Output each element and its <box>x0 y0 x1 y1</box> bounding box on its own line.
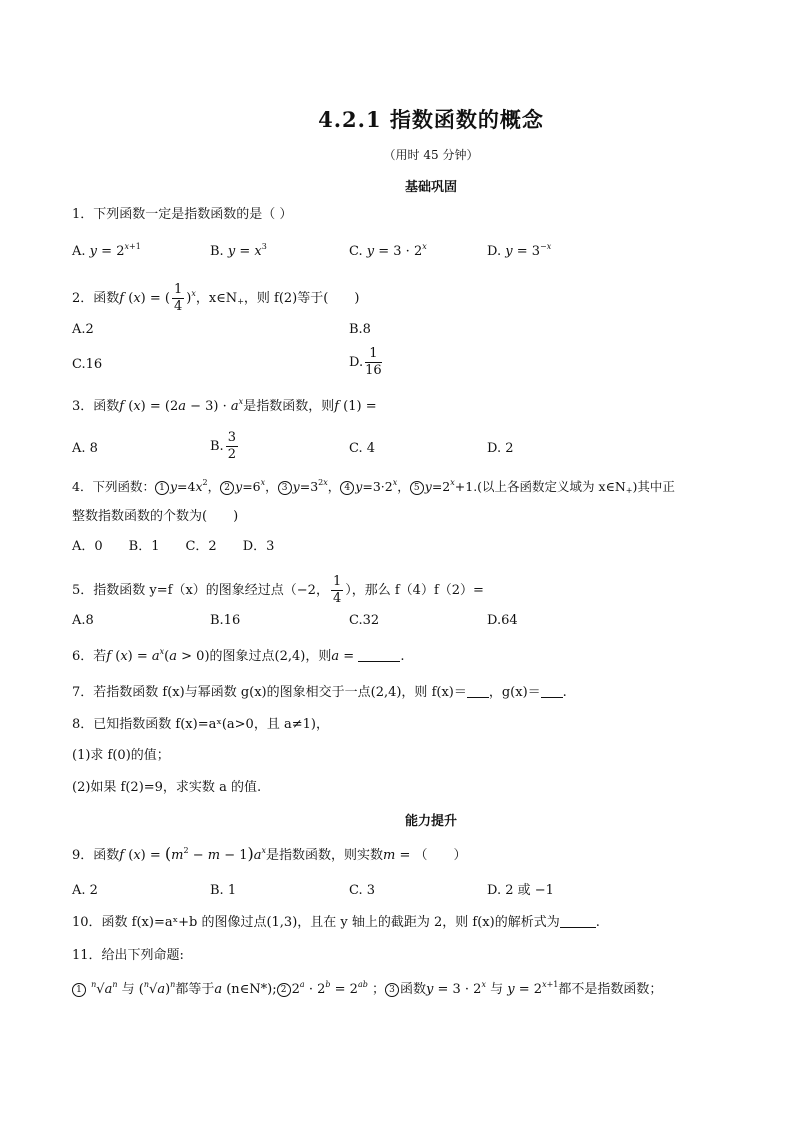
question-2-option-d: D. $\frac{1}{16}$ <box>349 346 382 378</box>
section-heading-basic: 基础巩固 <box>404 180 457 195</box>
question-5-option-a: A.8 <box>72 613 94 628</box>
question-3-stem: 3．函数f $(x) = (2a - 3) \cdot a^x$是指数函数，则f (1) = <box>72 397 377 414</box>
question-2-option-a: A.2 <box>72 322 94 337</box>
question-1-option-d: D. $y = 3^{-x}$ <box>487 242 552 259</box>
question-11-items: 1 $^n√a^n$ 与 $(^n√a)^n$都等于a (n∈N*); 2 $2^a \cdot 2^b = 2^{ab}$ ； 3 函数$y = 3 \cdot 2^x$ 与 $y = 2^{x+1}$都不是指数函数； <box>72 981 662 999</box>
question-5-option-b: B.16 <box>210 613 241 628</box>
question-11-stem: 11．给出下列命题: <box>72 948 184 963</box>
question-10-stem: 10．函数 f(x)=aˣ+b 的图像过点(1,3)，且在 y 轴上的截距为 2，则 f(x)的解析式为 . <box>72 915 600 930</box>
question-6-stem: 6．若f $(x) = a^x(a > 0)$的图象过点(2,4)，则a = . <box>72 647 405 664</box>
question-1-option-c: C. $y = 3 \cdot 2^x$ <box>349 242 427 259</box>
question-9-option-a: A. 2 <box>72 883 98 898</box>
question-2-option-b: B.8 <box>349 322 371 337</box>
question-2-option-c: C.16 <box>72 357 103 372</box>
question-8-part-2: (2)如果 f(2)=9，求实数 a 的值. <box>72 780 262 795</box>
answer-blank-fx[interactable] <box>467 697 489 698</box>
question-3-option-d: D. 2 <box>487 441 514 456</box>
question-5-option-c: C.32 <box>349 613 380 628</box>
page-subtitle: （用时 45 分钟） <box>383 148 479 162</box>
question-9-option-c: C. 3 <box>349 883 376 898</box>
question-9-option-b: B. 1 <box>210 883 237 898</box>
question-5-option-d: D.64 <box>487 613 518 628</box>
question-8-stem: 8．已知指数函数 f(x)=aˣ(a>0，且 a≠1)， <box>72 717 329 732</box>
question-9-option-d: D. 2 或 −1 <box>487 883 554 898</box>
question-4-stem-line1: 4．下列函数： 1 $y=4x^2$， 2 $y=6^x$， 3 $y=3^{2x}$， 4 $y=3\cdot 2^x$， 5 $y=2^x+1$.(以上各函数定义域为 $x\in N_+$)其中正 <box>72 478 675 495</box>
question-5-stem: 5．指数函数 y=f（x）的图象经过点（−2， $\frac{1}{4}$ ），那么 f（4）f（2）= <box>72 574 484 606</box>
page-title: 4.2.1 指数函数的概念 <box>318 107 544 132</box>
question-7-stem: 7．若指数函数 f(x)与幂函数 g(x)的图象相交于一点(2,4)，则 f(x)＝ ，g(x)＝ . <box>72 685 567 700</box>
question-4-stem-line2: 整数指数函数的个数为( ) <box>72 509 239 524</box>
question-9-stem: 9．函数f $(x) = (m^2 - m - 1)a^x$是指数函数，则实数m = （ ） <box>72 844 467 863</box>
question-1-option-a: A. $y = 2^{x+1}$ <box>72 242 141 259</box>
answer-blank[interactable] <box>358 661 400 662</box>
answer-blank-gx[interactable] <box>541 697 563 698</box>
question-3-option-c: C. 4 <box>349 441 376 456</box>
fraction-one-quarter: $\frac{1}{4}$ <box>173 282 183 314</box>
question-8-part-1: (1)求 f(0)的值； <box>72 748 170 763</box>
section-heading-ability: 能力提升 <box>404 814 457 829</box>
question-4-options: A．0 B．1 C．2 D．3 <box>72 539 275 554</box>
question-2-stem: 2．函数f (x) = ( $\frac{1}{4}$ )$^x$，$x\in N_+$，则 f(2)等于( ) <box>72 282 360 314</box>
answer-blank[interactable] <box>560 927 596 928</box>
question-3-option-b: B. $\frac{3}{2}$ <box>210 430 236 462</box>
question-1-stem: 1．下列函数一定是指数函数的是（ ） <box>72 207 293 222</box>
question-3-option-a: A. 8 <box>72 441 98 456</box>
question-1-option-b: B. $y = x^3$ <box>210 242 267 259</box>
